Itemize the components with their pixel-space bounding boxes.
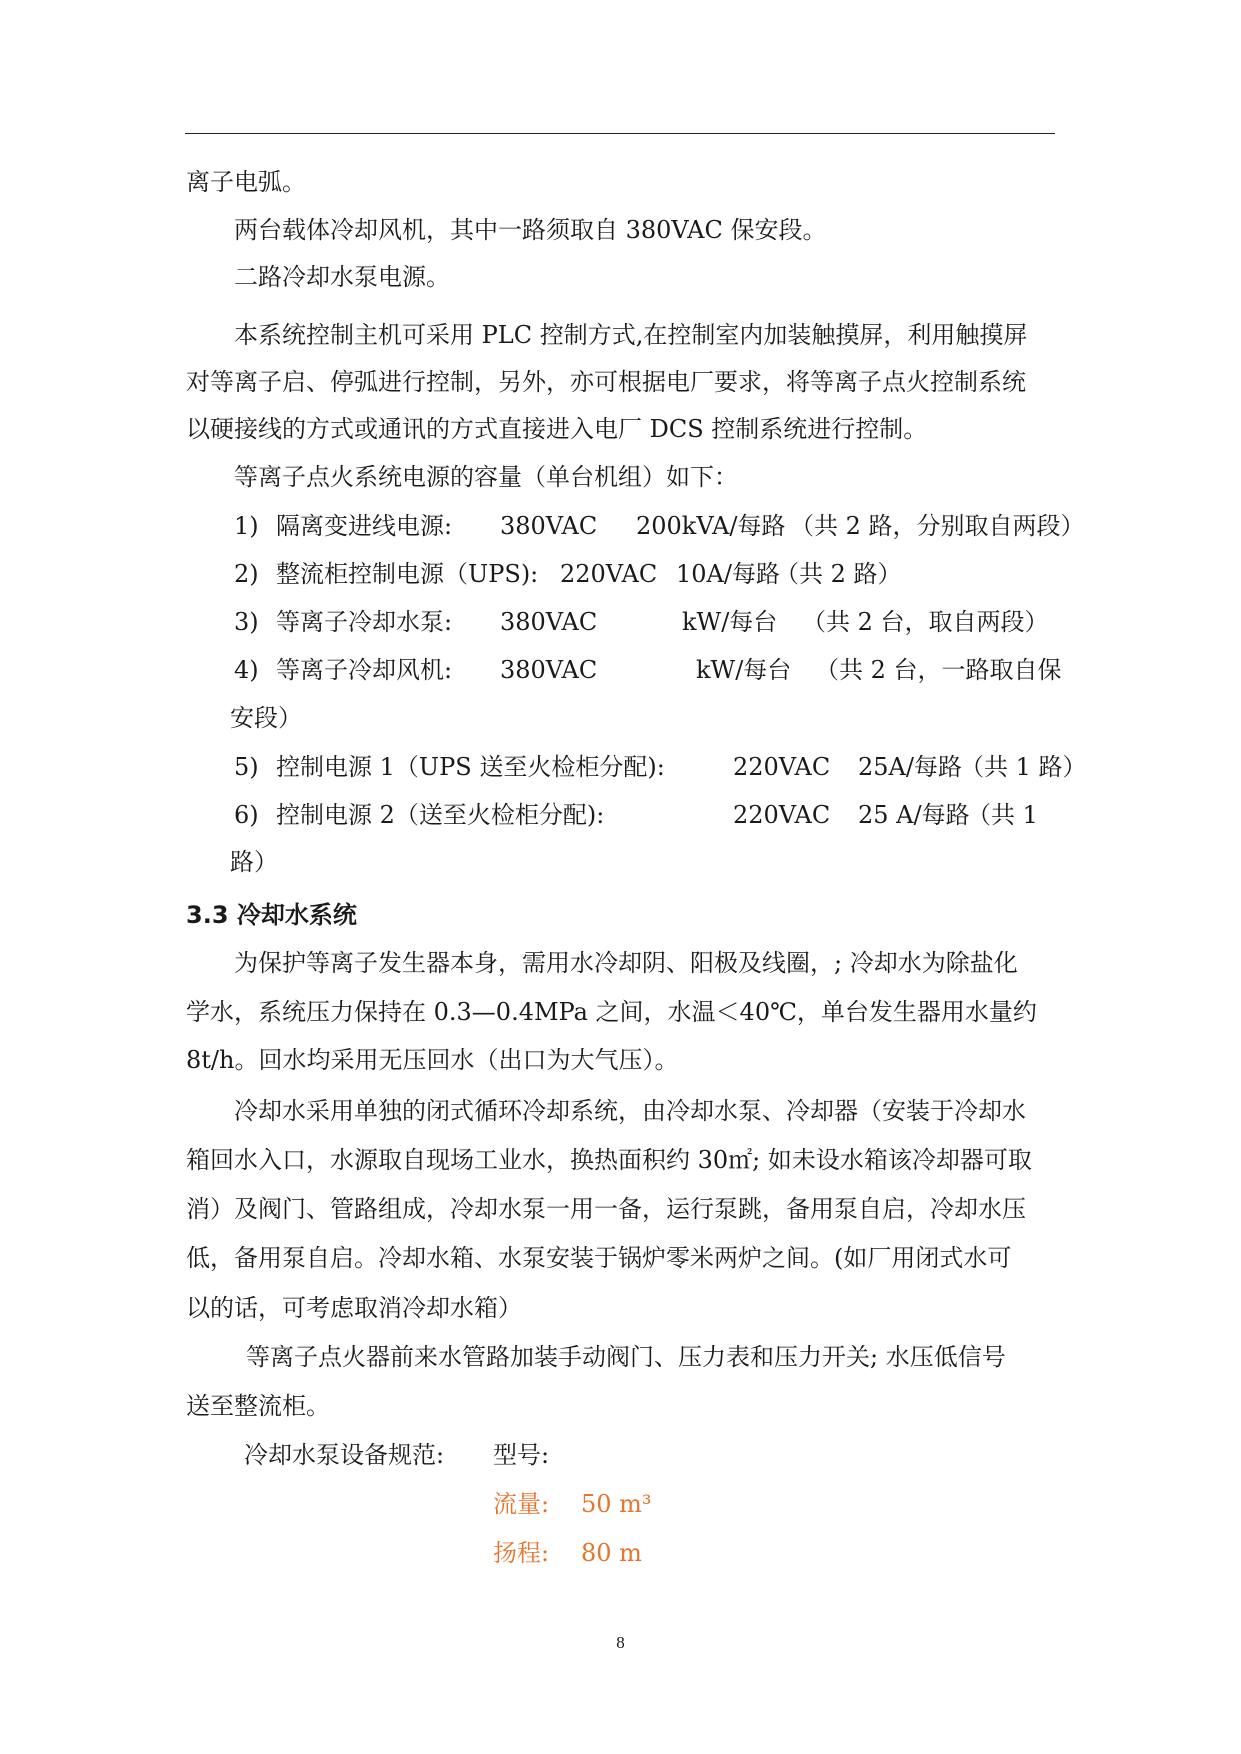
item-voltage: 220VAC [733,753,831,781]
paragraph-line: 以的话，可考虑取消冷却水箱） [186,1294,522,1322]
paragraph-line: 等离子点火系统电源的容量（单台机组）如下： [234,463,738,491]
paragraph-line: 送至整流柜。 [186,1392,330,1420]
item-voltage: 380VAC [500,656,598,684]
spec-flow-value: 50 m³ [581,1490,652,1518]
item-voltage: 220VAC [733,801,831,829]
item-number: 5) [234,753,259,781]
paragraph-line: 二路冷却水泵电源。 [234,263,450,291]
section-heading: 3.3 冷却水系统 [186,901,357,929]
item-capacity: 25A/每路 [858,753,962,781]
item-capacity: 10A/每路 [676,560,780,588]
paragraph-line: 为保护等离子发生器本身，需用水冷却阴、阳极及线圈，; 冷却水为除盐化 [234,949,1018,977]
paragraph-line: 消）及阀门、管路组成，冷却水泵一用一备，运行泵跳，备用泵自启，冷却水压 [186,1195,1026,1223]
item-voltage: 220VAC [560,560,658,588]
item-number: 6) [234,801,259,829]
paragraph-line: 8t/h。回水均采用无压回水（出口为大气压）。 [186,1046,679,1074]
item-name: 等离子冷却水泵: [276,608,453,636]
item-voltage: 380VAC [500,512,598,540]
item-note: （共 2 台，一路取自保 [815,656,1062,684]
item-capacity: kW/每台 [696,656,792,684]
spec-head-value: 80 m [581,1539,642,1567]
item-note: （共 2 台，取自两段） [802,608,1049,636]
paragraph-line: 箱回水入口，水源取自现场工业水，换热面积约 30㎡; 如未设水箱该冷却器可取 [186,1146,1032,1174]
item-voltage: 380VAC [500,608,598,636]
item-number: 2) [234,560,259,588]
spec-flow-label: 流量: [493,1490,550,1518]
item-name: 控制电源 1（UPS 送至火检柜分配): [276,753,665,781]
item-note: （共 1 路） [960,753,1087,781]
item-name: 整流柜控制电源（UPS): [276,560,539,588]
paragraph-line: 两台载体冷却风机，其中一路须取自 380VAC 保安段。 [234,216,827,244]
paragraph-line: 学水，系统压力保持在 0.3—0.4MPa 之间，水温＜40℃，单台发生器用水量约 [186,998,1037,1026]
item-number: 1) [234,512,259,540]
item-name: 控制电源 2（送至火检柜分配): [276,801,605,829]
item-capacity: kW/每台 [682,608,778,636]
item-note: （共 2 路） [775,560,902,588]
item-number: 3) [234,608,259,636]
item-number: 4) [234,656,259,684]
spec-model: 型号: [493,1441,550,1469]
item-capacity: 25 A/每路 [858,801,970,829]
header-rule [185,133,1055,134]
paragraph-line: 低，备用泵自启。冷却水箱、水泵安装于锅炉零米两炉之间。(如厂用闭式水可 [186,1244,1012,1272]
item-name: 等离子冷却风机: [276,656,453,684]
item-note: （共 1 [967,801,1038,829]
item-capacity: 200kVA/每路 [636,512,786,540]
paragraph-line: 离子电弧。 [186,168,306,196]
item-note-continued: 安段） [230,704,302,732]
paragraph-line: 对等离子启、停弧进行控制，另外，亦可根据电厂要求，将等离子点火控制系统 [186,368,1026,396]
page-number: 8 [616,1633,625,1652]
paragraph-line: 冷却水采用单独的闭式循环冷却系统，由冷却水泵、冷却器（安装于冷却水 [234,1097,1026,1125]
spec-head-label: 扬程: [493,1539,550,1567]
item-note: （共 2 路，分别取自两段） [790,512,1085,540]
item-note-continued: 路） [230,848,278,876]
paragraph-line: 本系统控制主机可采用 PLC 控制方式,在控制室内加装触摸屏，利用触摸屏 [234,321,1028,349]
spec-label: 冷却水泵设备规范: [244,1441,445,1469]
item-name: 隔离变进线电源: [276,512,453,540]
paragraph-line: 以硬接线的方式或通讯的方式直接进入电厂 DCS 控制系统进行控制。 [186,415,928,443]
paragraph-line: 等离子点火器前来水管路加装手动阀门、压力表和压力开关; 水压低信号 [246,1343,1006,1371]
